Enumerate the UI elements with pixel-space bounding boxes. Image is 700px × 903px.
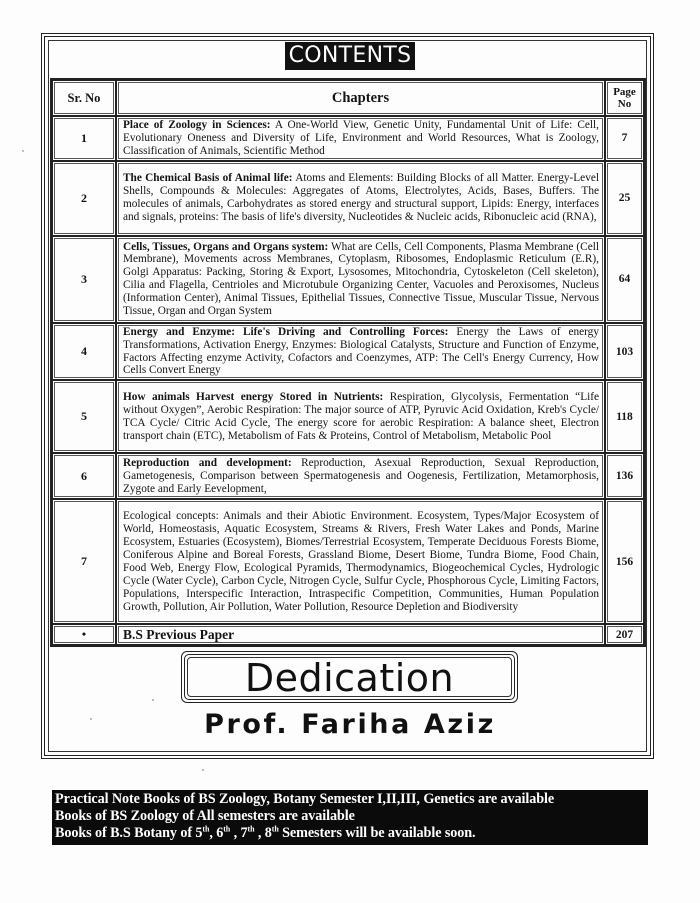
chapter-cell xyxy=(116,499,605,624)
notice-line-3-suffix: Semesters will be available soon. xyxy=(278,825,476,841)
scan-speck xyxy=(90,718,92,720)
bullet-icon: • xyxy=(52,624,116,645)
chapter-cell xyxy=(116,323,605,381)
chapter-topics: Atoms and Elements: Building Blocks of all Matter. Energy-Level Shells, Compounds & Molecules: Aggregates of Atoms, Electrolytes, Acids, Bases, Buffers. The molecules of animals, Carbohydrates as stored energy and structural support, Lipids: Energy, interfaces and signals, proteins: The basis of life's diversity, Nucleotides & Nucleic acids, Ribonucleic acid (RNA), xyxy=(123,172,599,224)
notice-line-1: Practical Note Books of BS Zoology, Botany Semester I,II,III, Genetics are available xyxy=(55,791,555,807)
chapter-number: 3 xyxy=(52,236,116,323)
scan-speck xyxy=(152,699,154,701)
page-number: 207 xyxy=(605,624,644,645)
page-number: 7 xyxy=(605,116,644,161)
semester-number: 7 xyxy=(240,825,248,841)
chapter-number: 1 xyxy=(52,116,116,161)
chapter-heading: Reproduction and development: xyxy=(123,456,292,469)
chapter-cell xyxy=(116,453,605,499)
ordinal-suffix: th xyxy=(247,824,255,834)
chapter-number: 6 xyxy=(52,453,116,499)
contents-table xyxy=(50,78,646,647)
chapter-topics: What are Cells, Cell Components, Plasma Membrane (Cell Membrane), Movements across Membranes, Cytoplasm, Ribosomes, Endoplasmic Reticulum (E.R), Golgi Apparatus: Packing, Storing & Export, Lysosomes, Mitochondria, Cytoskeleton (Cell skeleton), Cilia and Flagella, Centrioles and Microtubule Organizing Center, Vacuoles and Peroxisomes, Nucleus (Information Center), Animal Tissues, Epithelial Tissues, Connective Tissue, Muscular Tissue, Nervous Tissue, Organ and Organ System xyxy=(123,240,600,318)
header-chapters: Chapters xyxy=(116,80,605,116)
scan-speck xyxy=(202,769,204,771)
chapter-topics: Reproduction, Asexual Reproduction, Sexual Reproduction, Gametogenesis, Comparison between Spermatogenesis and Oogenesis, Fertilization, Metamorphosis, Zygote and Early Eevelopment, xyxy=(123,456,599,495)
chapter-cell xyxy=(116,236,605,323)
chapter-cell xyxy=(116,116,605,161)
ordinal-suffix: th xyxy=(202,824,210,834)
chapter-heading: Cells, Tissues, Organs and Organs system: xyxy=(123,240,329,253)
chapter-number: 5 xyxy=(52,380,116,453)
page-number: 64 xyxy=(605,236,644,323)
ordinal-suffix: th xyxy=(271,824,279,834)
table-row xyxy=(52,453,644,499)
dedication-title: Dedication xyxy=(244,656,455,700)
previous-paper-cell xyxy=(116,624,605,645)
chapter-topics: A One-World View, Genetic Unity, Fundamental Unit of Life: Cell, Evolutionary Oneness and Diversity of Life, Environment and World Resources, What is Zoology, Classification of Animals, Scientific Method xyxy=(123,119,599,157)
contents-title: CONTENTS xyxy=(285,42,415,70)
scan-speck xyxy=(22,150,24,152)
semester-number: 5 xyxy=(195,825,203,841)
ordinal-suffix: th xyxy=(223,824,231,834)
chapter-cell xyxy=(116,161,605,236)
table-row xyxy=(52,161,644,236)
page-number: 136 xyxy=(605,453,644,499)
page-number: 156 xyxy=(605,499,644,624)
dedication-name: Prof. Fariha Aziz xyxy=(204,709,496,740)
table-row xyxy=(52,116,644,161)
table-row xyxy=(52,236,644,323)
notice-line-3: Books of B.S Botany of 5th, 6th , 7th , 8th Semesters will be available soon. xyxy=(55,824,476,841)
page-number: 103 xyxy=(605,323,644,381)
availability-notice xyxy=(52,790,648,845)
header-no-label: No xyxy=(617,98,632,110)
chapter-heading: Energy and Enzyme: Life's Driving and Controlling Forces: xyxy=(123,325,449,338)
chapter-heading: The Chemical Basis of Animal life: xyxy=(123,172,293,185)
chapter-cell xyxy=(116,380,605,453)
header-page-label: Page xyxy=(613,86,636,98)
header-sr-no: Sr. No xyxy=(52,80,116,116)
table-row xyxy=(52,380,644,453)
chapter-topics: Respiration, Glycolysis, Fermentation “Life without Oxygen”, Aerobic Respiration: The major source of ATP, Pyruvic Acid Oxidation, Kreb's Cycle/ TCA Cycle/ Citric Acid Cycle, The energy score for aerobic Respiration: A balance sheet, Electron transport chain (ETC), Metabolism of Fats & Proteins, Control of Metabolism, Metabolic Pool xyxy=(123,391,600,442)
previous-paper-label: B.S Previous Paper xyxy=(123,627,235,643)
header-page-no xyxy=(605,80,644,116)
page-number: 118 xyxy=(605,380,644,453)
notice-line-3-prefix: Books of B.S Botany of xyxy=(55,825,196,841)
dedication-box xyxy=(181,651,518,703)
chapter-heading: How animals Harvest energy Stored in Nutrients: xyxy=(123,391,384,404)
page-number: 25 xyxy=(605,161,644,236)
previous-paper-row xyxy=(52,624,644,645)
chapter-topics: Energy the Laws of energy Transformations, Activation Energy, Enzymes: Biological Catalysts, Structure and Function of Enzyme, Factors Affecting enzyme Activity, Cofactors and Coenzymes, ATP: The Cell's Energy Currency, How Cells Convert Energy xyxy=(123,325,599,377)
chapter-heading: Place of Zoology in Sciences: xyxy=(123,119,271,131)
semester-number: 6 xyxy=(216,825,224,841)
table-row xyxy=(52,323,644,381)
chapter-number: 7 xyxy=(52,499,116,624)
table-row xyxy=(52,499,644,624)
chapter-number: 4 xyxy=(52,323,116,381)
chapter-number: 2 xyxy=(52,161,116,236)
semester-number: 8 xyxy=(264,825,272,841)
notice-line-2: Books of BS Zoology of All semesters are available xyxy=(55,808,355,824)
table-header-row xyxy=(52,80,644,116)
chapter-topics: Ecological concepts: Animals and their Abiotic Environment. Ecosystem, Types/Major Ecosystem of World, Homeostasis, Aquatic Ecosystem, Streams & Rivers, Fresh Water Lakes and Ponds, Marine Ecosystem, Estuaries (Ecosystem), Biomes/Terrestrial Ecosystem, Temperate Deciduous Forests Biome, Coniferous Alpine and Boreal Forests, Grassland Biome, Desert Biome, Tundra Biome, Food Chain, Food Web, Energy Flow, Ecological Pyramids, Thermodynamics, Biogeochemical Cycles, Hydrologic Cycle (Water Cycle), Carbon Cycle, Nitrogen Cycle, Sulfur Cycle, Phosphorous Cycle, Limiting Factors, Populations, Interspecific Interaction, Intraspecific Competition, Communities, Human Population Growth, Pollution, Air Pollution, Water Pollution, Resource Depletion and Biodiversity xyxy=(123,510,599,613)
